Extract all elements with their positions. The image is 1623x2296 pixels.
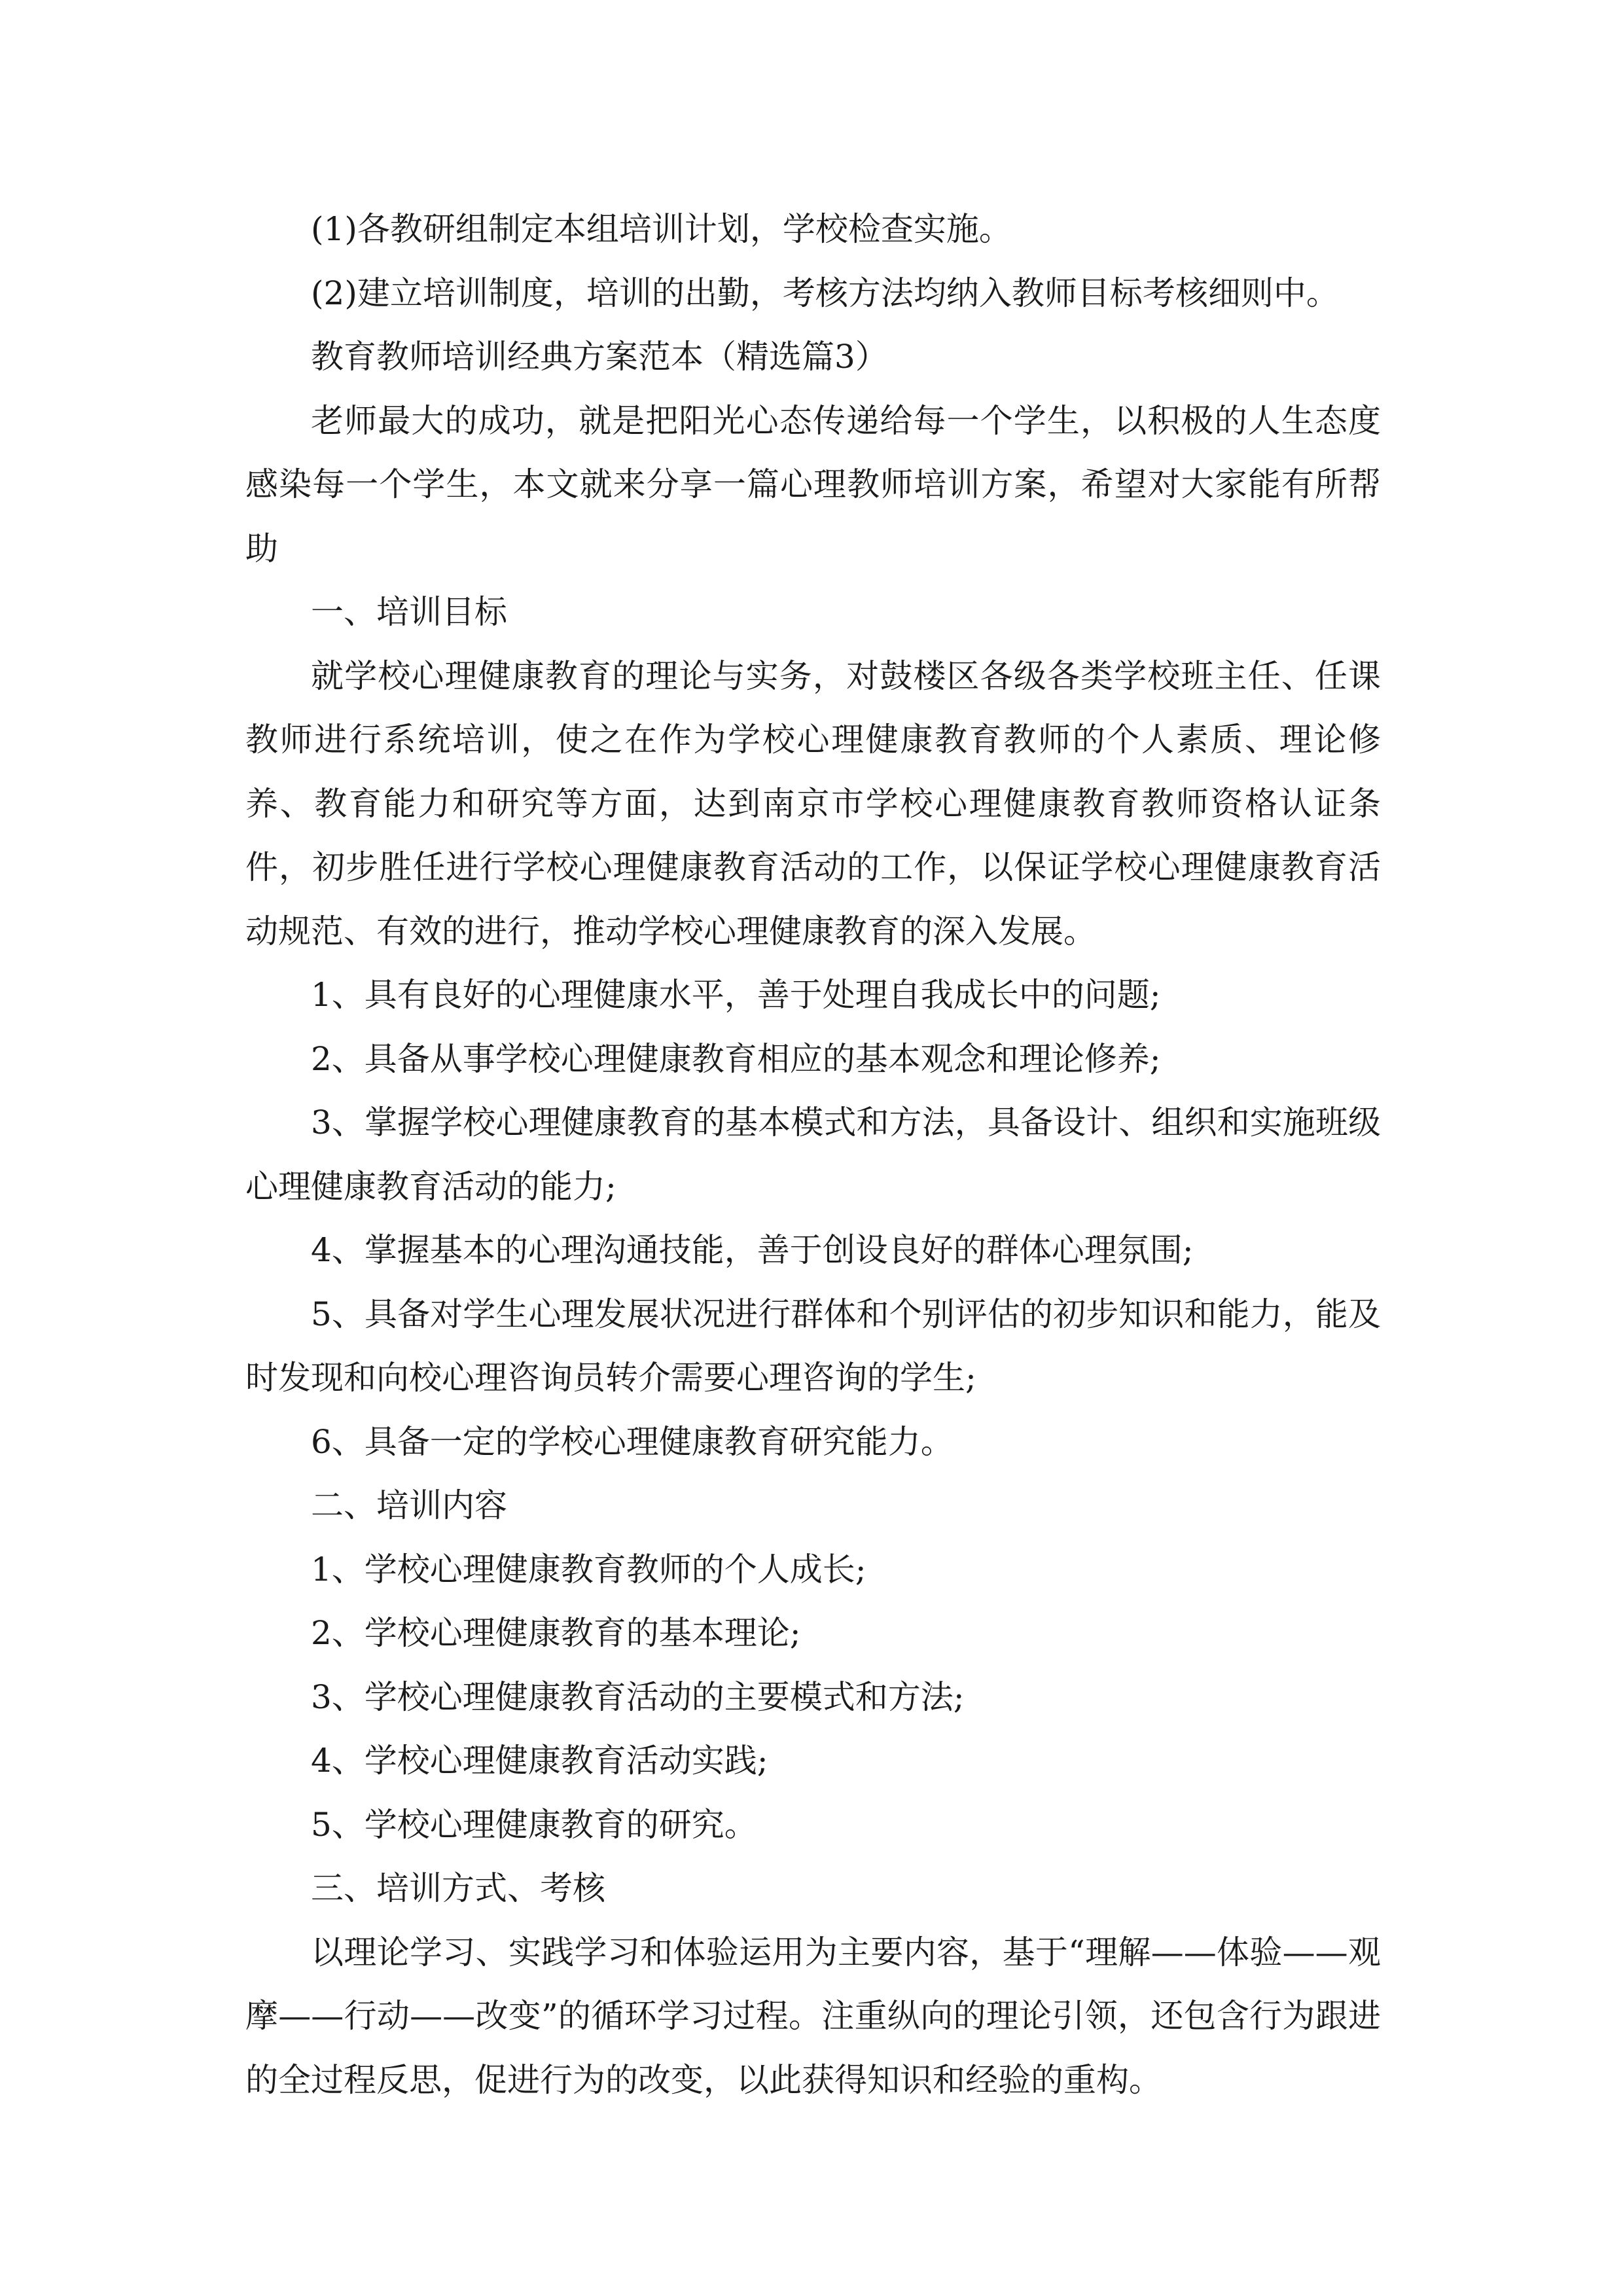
section-title: 教育教师培训经典方案范本（精选篇3） bbox=[311, 338, 888, 376]
section-heading: 三、培训方式、考核 bbox=[311, 1869, 605, 1907]
list-item: 5、学校心理健康教育的研究。 bbox=[311, 1805, 757, 1844]
list-item: 1、学校心理健康教育教师的个人成长; bbox=[311, 1550, 866, 1588]
body-paragraph: 以理论学习、实践学习和体验运用为主要内容，基于“理解——体验——观摩——行动——改变”的循环学习过程。注重纵向的理论引领，还包含行为跟进的全过程反思，促进行为的改变，以此获得知识和经验的重构。 bbox=[245, 1933, 1381, 2099]
list-item: 6、具备一定的学校心理健康教育研究能力。 bbox=[311, 1422, 954, 1461]
section-heading: 一、培训目标 bbox=[311, 593, 507, 631]
list-item: 4、掌握基本的心理沟通技能，善于创设良好的群体心理氛围; bbox=[311, 1231, 1194, 1269]
list-item: 3、学校心理健康教育活动的主要模式和方法; bbox=[311, 1677, 965, 1716]
intro-paragraph: 老师最大的成功，就是把阳光心态传递给每一个学生，以积极的人生态度感染每一个学生，本文就来分享一篇心理教师培训方案，希望对大家能有所帮助 bbox=[245, 401, 1381, 567]
list-item: (2)建立培训制度，培训的出勤，考核方法均纳入教师目标考核细则中。 bbox=[311, 274, 1339, 312]
list-item: 4、学校心理健康教育活动实践; bbox=[311, 1742, 768, 1780]
body-paragraph: 就学校心理健康教育的理论与实务，对鼓楼区各级各类学校班主任、任课教师进行系统培训，使之在作为学校心理健康教育教师的个人素质、理论修养、教育能力和研究等方面，达到南京市学校心理健康教育教师资格认证条件，初步胜任进行学校心理健康教育活动的工作，以保证学校心理健康教育活动规范、有效的进行，推动学校心理健康教育的深入发展。 bbox=[245, 656, 1381, 950]
document-body bbox=[245, 198, 1381, 2112]
list-item: 1、具有良好的心理健康水平，善于处理自我成长中的问题; bbox=[311, 976, 1161, 1014]
list-item: 2、具备从事学校心理健康教育相应的基本观念和理论修养; bbox=[311, 1039, 1161, 1078]
section-heading: 二、培训内容 bbox=[311, 1486, 507, 1524]
list-item: 5、具备对学生心理发展状况进行群体和个别评估的初步知识和能力，能及时发现和向校心理咨询员转介需要心理咨询的学生; bbox=[245, 1295, 1381, 1397]
list-item: 2、学校心理健康教育的基本理论; bbox=[311, 1614, 801, 1652]
list-item: (1)各教研组制定本组培训计划，学校检查实施。 bbox=[311, 210, 1012, 248]
list-item: 3、掌握学校心理健康教育的基本模式和方法，具备设计、组织和实施班级心理健康教育活动的能力; bbox=[245, 1103, 1381, 1206]
